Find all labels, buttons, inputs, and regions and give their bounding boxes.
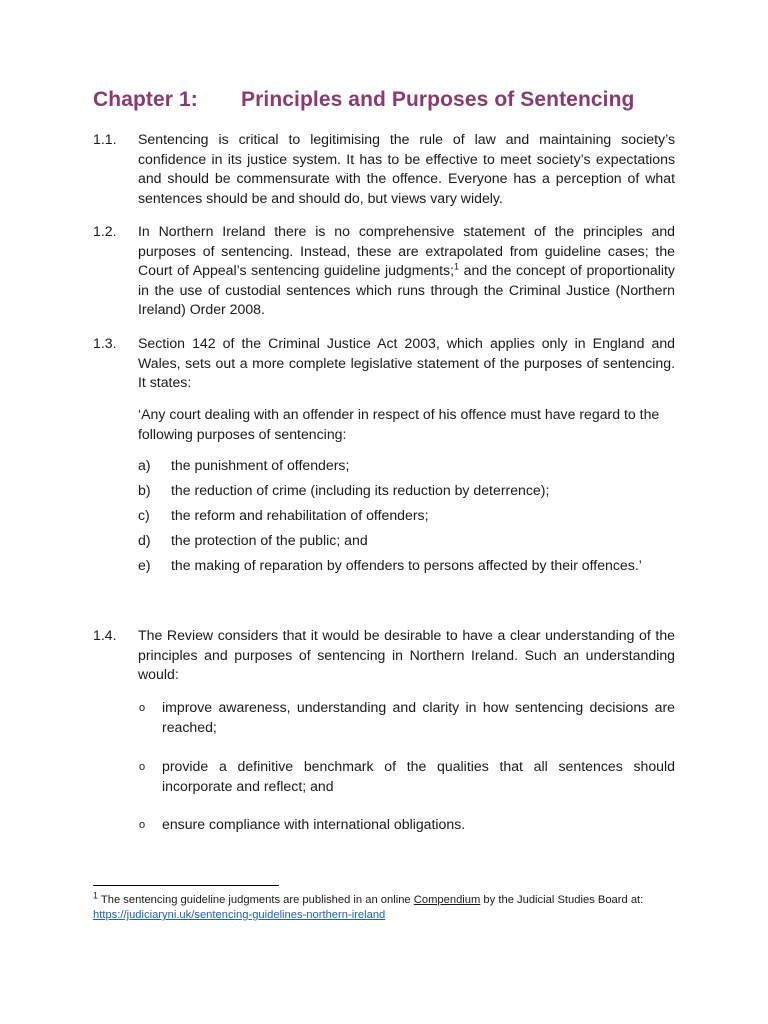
paragraph-text-part: and the concept of proportionality in the use of custodial sentences which runs through the Criminal Justice (Northern Ireland) Order 2008. (138, 262, 675, 317)
paragraph-text-part: In Northern Ireland there is no comprehensive statement of the principles and purposes of sentencing. Instead, these are extrapolated from guideline cases; the Court of Appeal’s sentencing guideline judgments; (138, 223, 675, 278)
list-item (138, 553, 675, 578)
paragraph-number: 1.3. (93, 335, 117, 351)
list-text: the making of reparation by offenders to persons affected by their offences.’ (171, 557, 642, 573)
bullet-icon: o (139, 819, 146, 831)
footnote-text: The sentencing guideline judgments are published in an online (98, 894, 414, 906)
list-label: d) (138, 532, 151, 548)
list-text: improve awareness, understanding and clarity in how sentencing decisions are reached; (162, 699, 675, 735)
list-item (138, 815, 675, 835)
footnote-text: by the Judicial Studies Board at: (480, 894, 644, 906)
list-text: ensure compliance with international obligations. (162, 816, 466, 832)
quote-intro: ‘Any court dealing with an offender in respect of his offence must have regard to the following purposes of sentencing: (138, 406, 660, 442)
paragraph-1-2 (93, 222, 675, 320)
footnote-link[interactable]: https://judiciaryni.uk/sentencing-guidelines-northern-ireland (93, 909, 386, 921)
bullet-icon: o (139, 761, 146, 773)
paragraph-1-3 (93, 334, 675, 393)
list-text: the reform and rehabilitation of offenders; (171, 507, 429, 523)
chapter-number: Chapter 1: (93, 88, 198, 111)
quote-list (138, 456, 675, 578)
paragraph-text: The Review considers that it would be desirable to have a clear understanding of the principles and purposes of sentencing in Northern Ireland. Such an understanding would: (138, 627, 675, 682)
list-item (138, 506, 675, 531)
footnote-number: 1 (93, 890, 99, 901)
chapter-title (93, 88, 634, 112)
chapter-heading: Principles and Purposes of Sentencing (241, 88, 635, 111)
list-item (138, 757, 675, 796)
compendium-text: Compendium (413, 894, 481, 906)
footnote (93, 890, 675, 923)
paragraph-1-4 (93, 626, 675, 685)
list-text: provide a definitive benchmark of the qualities that all sentences should incorporate and reflect; and (162, 758, 675, 794)
list-item (138, 456, 675, 481)
paragraph-number: 1.2. (93, 223, 117, 239)
list-label: a) (138, 457, 151, 473)
bullet-icon: o (139, 702, 146, 714)
list-item (138, 698, 675, 737)
list-label: c) (138, 507, 150, 523)
paragraph-1-1 (93, 130, 675, 208)
paragraph-text (138, 222, 675, 320)
list-text: the reduction of crime (including its reduction by deterrence); (171, 482, 550, 498)
bullet-list (138, 698, 675, 835)
list-item (138, 481, 675, 506)
list-label: b) (138, 482, 151, 498)
list-text: the punishment of offenders; (171, 457, 350, 473)
footnote-separator (93, 885, 279, 886)
list-label: e) (138, 557, 151, 573)
footnote-ref[interactable]: 1 (454, 261, 460, 272)
paragraph-text: Section 142 of the Criminal Justice Act 2003, which applies only in England and Wales, sets out a more complete legislative statement of the purposes of sentencing. It states: (138, 335, 675, 390)
paragraph-number: 1.4. (93, 627, 117, 643)
paragraph-text: Sentencing is critical to legitimising the rule of law and maintaining society’s confidence in its justice system. It has to be effective to meet society’s expectations and should be commensurate with the offence. Everyone has a perception of what sentences should be and should do, but views vary widely. (138, 131, 675, 206)
paragraph-number: 1.1. (93, 131, 117, 147)
list-text: the protection of the public; and (171, 532, 368, 548)
